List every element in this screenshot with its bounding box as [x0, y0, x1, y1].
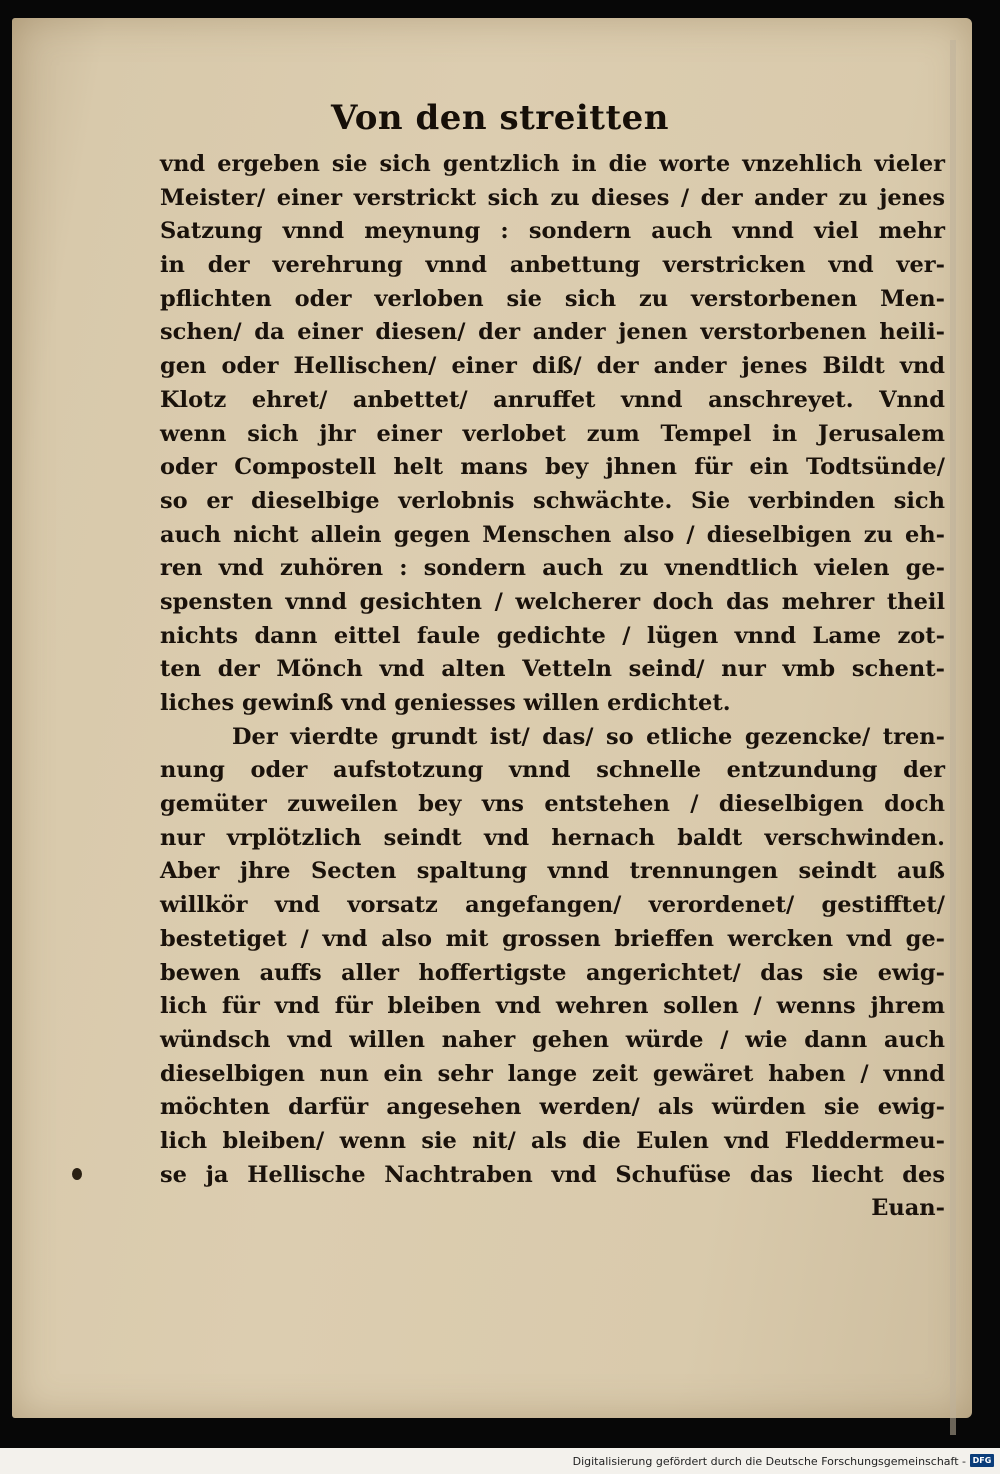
text-line: nichts dann eittel faule gedichte / lügen vnnd Lame zot- — [160, 622, 945, 649]
text-line: dieselbigen nun ein sehr lange zeit gewäret haben / vnnd — [160, 1060, 945, 1087]
paragraph-start-line: Der vierdte grundt ist/ das/ so etliche gezencke/ tren- — [232, 723, 945, 750]
text-line: möchten darfür angesehen werden/ als würden sie ewig- — [160, 1094, 945, 1121]
text-line: vnd ergeben sie sich gentzlich in die worte vnzehlich vieler — [160, 151, 945, 177]
text-line: bestetiget / vnd also mit grossen brieffen wercken vnd ge- — [160, 925, 945, 952]
text-line: willkör vnd vorsatz angefangen/ verordenet/ gestifftet/ — [160, 892, 945, 919]
text-line: nung oder aufstotzung vnnd schnelle entzundung der — [160, 757, 945, 784]
text-line: gemüter zuweilen bey vns entstehen / dieselbigen doch — [160, 791, 945, 818]
text-line: schen/ da einer diesen/ der ander jenen verstorbenen heili- — [160, 319, 945, 346]
text-line: Aber jhre Secten spaltung vnnd trennungen seindt auß — [160, 858, 945, 885]
text-line: Satzung vnnd meynung : sondern auch vnnd viel mehr — [160, 218, 945, 245]
dfg-logo[interactable]: DFG — [970, 1454, 994, 1467]
text-line: ren vnd zuhören : sondern auch zu vnendtlich vielen ge- — [160, 555, 945, 582]
text-line: Klotz ehret/ anbettet/ anruffet vnnd anschreyet. Vnnd — [160, 386, 945, 413]
ink-spot — [72, 1168, 82, 1180]
text-line: auch nicht allein gegen Menschen also / dieselbigen zu eh- — [160, 521, 945, 548]
text-line: pflichten oder verloben sie sich zu verstorbenen Men- — [160, 285, 945, 312]
page-body — [160, 148, 945, 1226]
running-header: Von den streitten — [330, 98, 670, 138]
text-line: lich für vnd für bleiben vnd wehren sollen / wenns jhrem — [160, 993, 945, 1020]
text-line: bewen auffs aller hoffertigste angerichtet/ das sie ewig- — [160, 959, 945, 986]
paragraph-end-line: liches gewinß vnd geniesses willen erdichtet. — [160, 690, 731, 716]
text-line: se ja Hellische Nachtraben vnd Schufüse das liecht des — [160, 1161, 945, 1188]
footer-bar — [0, 1448, 1000, 1474]
text-line: wündsch vnd willen naher gehen würde / wie dann auch — [160, 1026, 945, 1053]
text-line: in der verehrung vnnd anbettung verstricken vnd ver- — [160, 252, 945, 279]
text-line: lich bleiben/ wenn sie nit/ als die Eulen vnd Fleddermeu- — [160, 1127, 945, 1154]
text-line: Meister/ einer verstrickt sich zu dieses / der ander zu jenes — [160, 184, 945, 211]
funding-credit: Digitalisierung gefördert durch die Deutsche Forschungsgemeinschaft - — [572, 1455, 966, 1468]
text-line: wenn sich jhr einer verlobet zum Tempel in Jerusalem — [160, 420, 945, 447]
text-line: so er dieselbige verlobnis schwächte. Sie verbinden sich — [160, 487, 945, 514]
page-edge — [950, 40, 956, 1435]
text-line: oder Compostell helt mans bey jhnen für ein Todtsünde/ — [160, 454, 945, 481]
text-line: gen oder Hellischen/ einer diß/ der ander jenes Bildt vnd — [160, 353, 945, 380]
text-line: spensten vnnd gesichten / welcherer doch das mehrer theil — [160, 588, 945, 615]
text-line: ten der Mönch vnd alten Vetteln seind/ nur vmb schent- — [160, 656, 945, 683]
text-line: nur vrplötzlich seindt vnd hernach baldt verschwinden. — [160, 824, 945, 851]
catchword: Euan- — [871, 1195, 945, 1222]
